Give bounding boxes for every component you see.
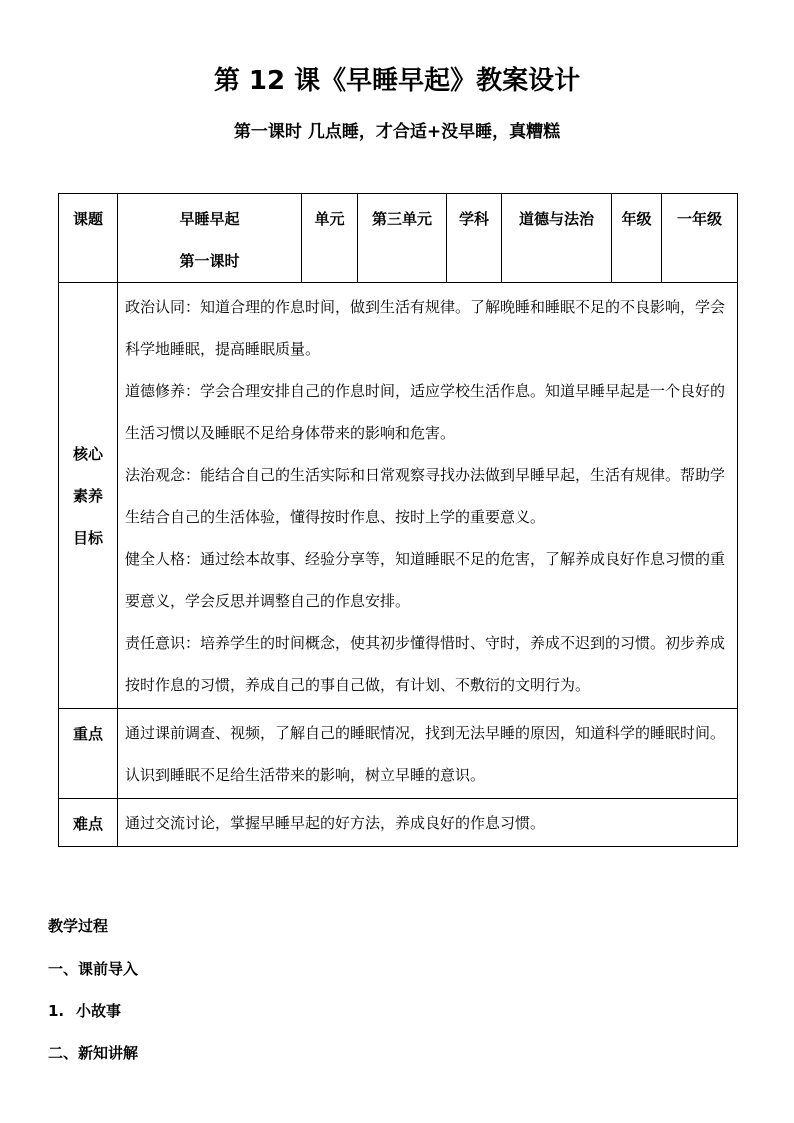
subject-label: 学科 xyxy=(447,194,502,283)
section-intro: 一、课前导入 xyxy=(48,960,139,978)
core-goals-content xyxy=(118,283,738,709)
difficulty-label: 难点 xyxy=(59,799,118,847)
goal-political: 政治认同：知道合理的作息时间，做到生活有规律。了解晚睡和睡眠不足的不良影响，学会科学地睡眠，提高睡眠质量。 xyxy=(125,298,726,358)
grade-label: 年级 xyxy=(612,194,662,283)
difficulty-text: 通过交流讨论，掌握早睡早起的好方法，养成良好的作息习惯。 xyxy=(118,799,738,847)
goal-law: 法治观念：能结合自己的生活实际和日常观察寻找办法做到早睡早起，生活有规律。帮助学生结合自己的生活体验，懂得按时作息、按时上学的重要意义。 xyxy=(125,466,726,526)
key-point-text: 通过课前调查、视频，了解自己的睡眠情况，找到无法早睡的原因，知道科学的睡眠时间。认识到睡眠不足给生活带来的影响，树立早睡的意识。 xyxy=(118,709,738,799)
topic-value xyxy=(118,194,302,283)
section-new-knowledge: 二、新知讲解 xyxy=(48,1044,139,1062)
topic-value-line2: 第一课时 xyxy=(179,252,240,270)
core-goals-label xyxy=(59,283,118,709)
unit-label: 单元 xyxy=(302,194,358,283)
topic-label: 课题 xyxy=(59,194,118,283)
subject-value: 道德与法治 xyxy=(502,194,612,283)
core-goals-label-line1: 核心 xyxy=(72,444,103,463)
core-goals-label-line3: 目标 xyxy=(72,528,103,547)
document-subtitle: 第一课时 几点睡，才合适+没早睡，真糟糕 xyxy=(233,122,561,142)
header-row xyxy=(59,194,738,283)
core-goals-row xyxy=(59,283,738,709)
core-goals-label-line2: 素养 xyxy=(72,486,103,505)
item-story-text: 小故事 xyxy=(76,1002,122,1020)
lesson-plan-table xyxy=(58,193,738,847)
grade-value: 一年级 xyxy=(662,194,738,283)
goal-personality: 健全人格：通过绘本故事、经验分享等，知道睡眠不足的危害，了解养成良好作息习惯的重要意义，学会反思并调整自己的作息安排。 xyxy=(125,550,726,610)
process-heading: 教学过程 xyxy=(48,917,109,935)
goal-moral: 道德修养：学会合理安排自己的作息时间，适应学校生活作息。知道早睡早起是一个良好的生活习惯以及睡眠不足给身体带来的影响和危害。 xyxy=(125,382,726,442)
item-story xyxy=(48,999,121,1023)
item-story-number: 1. xyxy=(48,1002,65,1020)
document-title: 第 12 课《早睡早起》教案设计 xyxy=(213,66,581,96)
key-point-row xyxy=(59,709,738,799)
difficulty-row xyxy=(59,799,738,847)
goal-responsibility: 责任意识：培养学生的时间概念，使其初步懂得惜时、守时，养成不迟到的习惯。初步养成按时作息的习惯，养成自己的事自己做，有计划、不敷衍的文明行为。 xyxy=(125,634,726,694)
topic-value-line1: 早睡早起 xyxy=(179,210,240,228)
unit-value: 第三单元 xyxy=(358,194,447,283)
key-point-label: 重点 xyxy=(59,709,118,799)
